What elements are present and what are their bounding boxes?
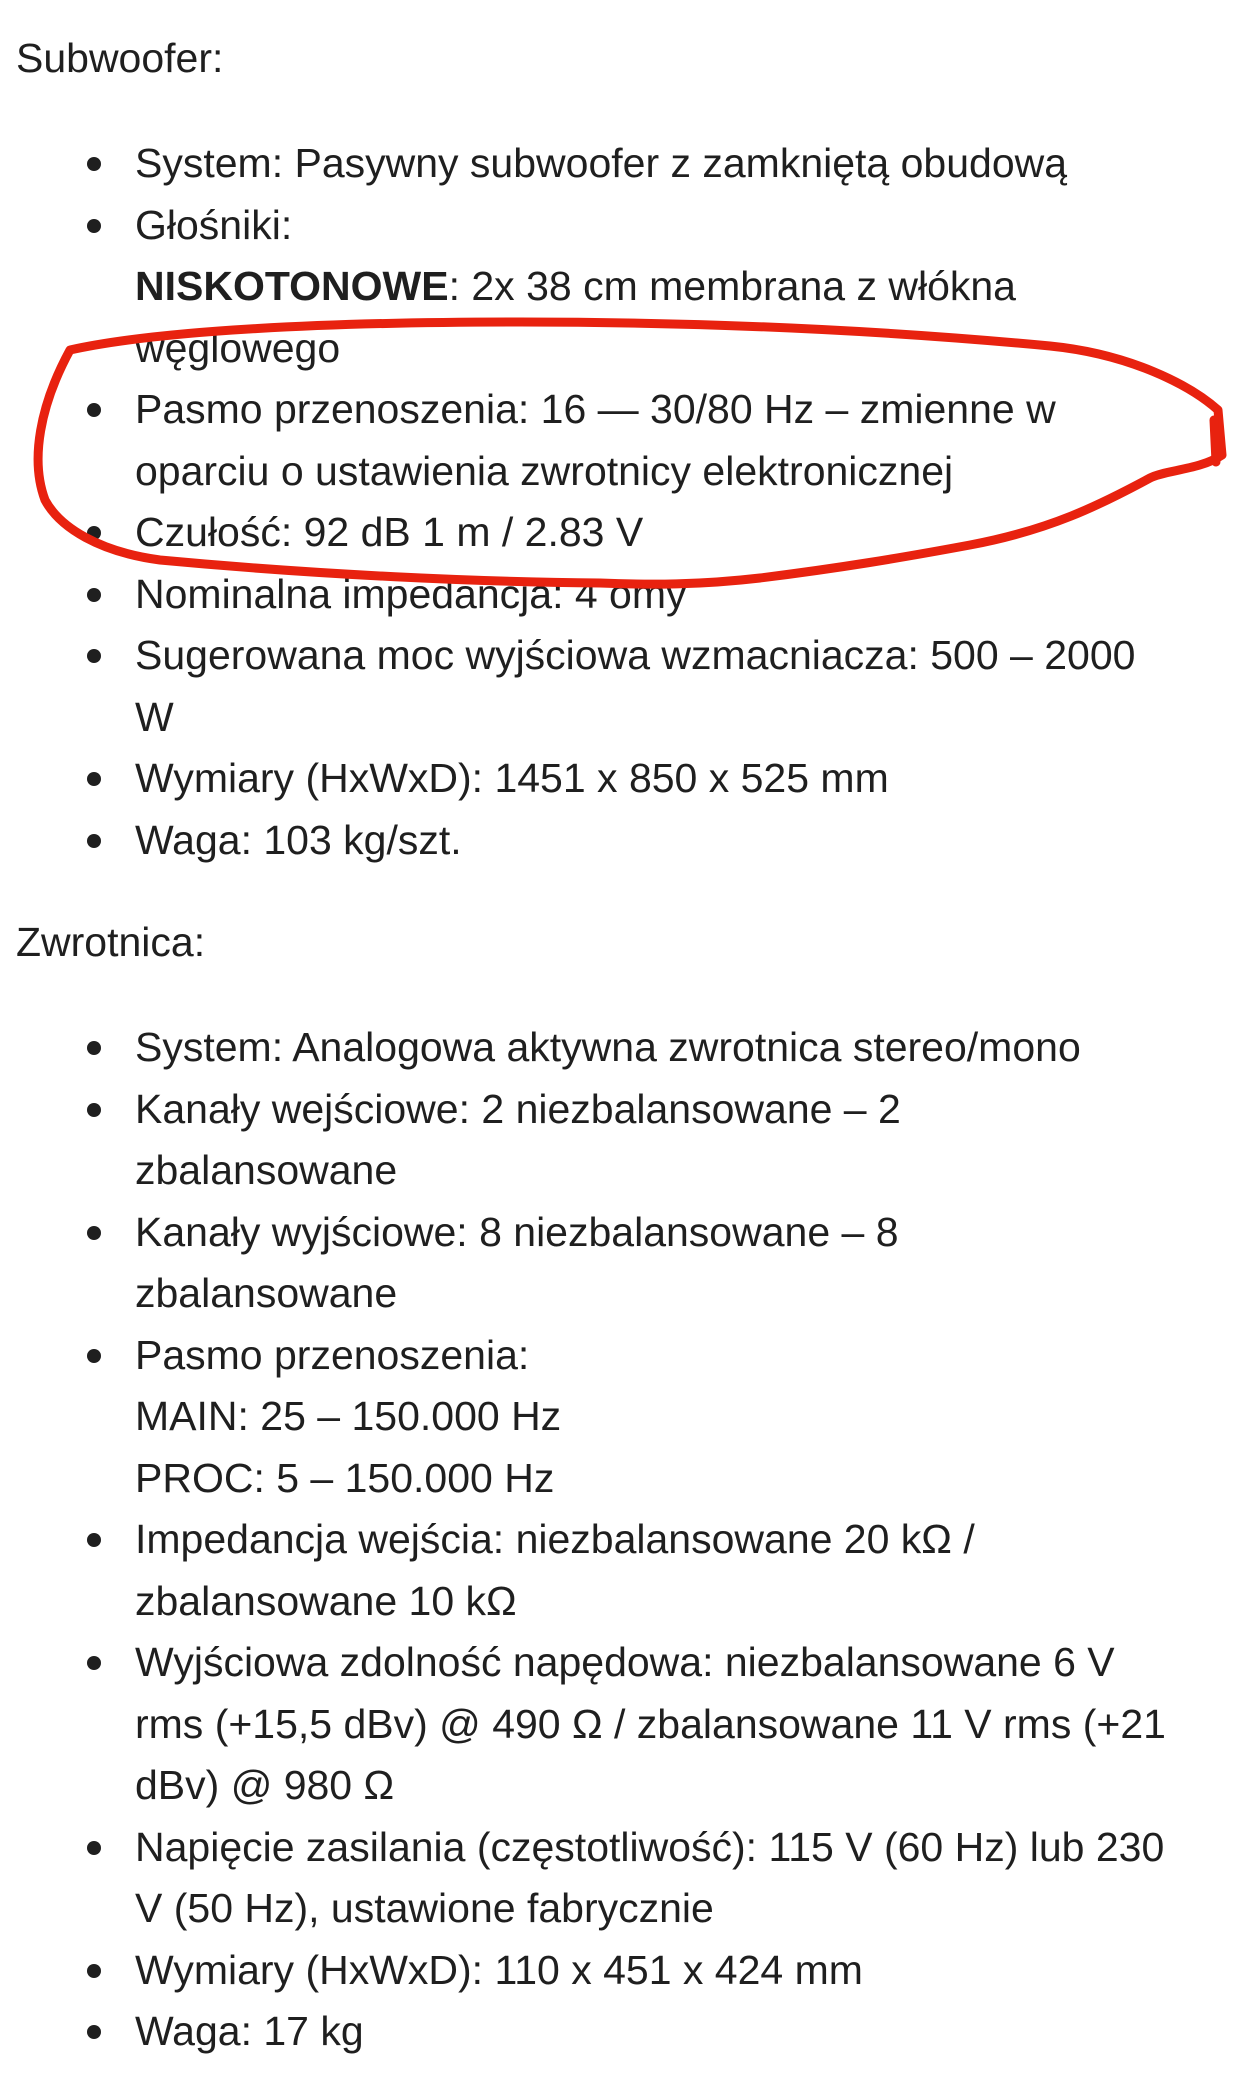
list-item xyxy=(0,2001,1166,2063)
list-item xyxy=(0,748,1135,810)
item-text: Pasmo przenoszenia: 16 — 30/80 Hz – zmienne w xyxy=(135,386,1056,432)
item-text: Czułość: 92 dB 1 m / 2.83 V xyxy=(135,509,644,555)
list-item xyxy=(0,1325,1166,1510)
item-text: V (50 Hz), ustawione fabrycznie xyxy=(135,1885,714,1931)
subwoofer-spec-list xyxy=(0,133,1135,871)
item-text: zbalansowane xyxy=(135,1270,398,1316)
item-text: zbalansowane xyxy=(135,1147,398,1193)
item-text: Głośniki: xyxy=(135,201,293,248)
woofer-type-label: NISKOTONOWE xyxy=(135,263,449,309)
list-item xyxy=(0,1940,1166,2002)
item-text: W xyxy=(135,693,174,740)
annotation-tick xyxy=(1214,420,1216,462)
list-item xyxy=(0,502,1135,564)
item-text: Wyjściowa zdolność napędowa: niezbalansowane 6 V xyxy=(135,1639,1115,1685)
item-text: Kanały wyjściowe: 8 niezbalansowane – 8 xyxy=(135,1208,899,1255)
list-item xyxy=(0,1509,1166,1632)
item-text: System: Pasywny subwoofer z zamkniętą obudową xyxy=(135,140,1068,186)
list-item xyxy=(0,1079,1166,1202)
list-item xyxy=(0,625,1135,748)
item-text: dBv) @ 980 Ω xyxy=(135,1762,395,1808)
list-item xyxy=(0,195,1135,380)
item-text: System: Analogowa aktywna zwrotnica stereo/mono xyxy=(135,1024,1081,1070)
item-text: Impedancja wejścia: niezbalansowane 20 kΩ / xyxy=(135,1516,975,1562)
list-item xyxy=(0,564,1135,626)
list-item xyxy=(0,1017,1166,1079)
item-text: Waga: 103 kg/szt. xyxy=(135,816,462,863)
list-item xyxy=(0,379,1135,502)
item-text: Waga: 17 kg xyxy=(135,2008,364,2054)
item-text: zbalansowane 10 kΩ xyxy=(135,1577,517,1624)
item-text: Sugerowana moc wyjściowa wzmacniacza: 500 – 2000 xyxy=(135,632,1136,678)
item-text: Pasmo przenoszenia: xyxy=(135,1331,530,1378)
item-text: MAIN: 25 – 150.000 Hz xyxy=(135,1393,562,1439)
item-text: Wymiary (HxWxD): 110 x 451 x 424 mm xyxy=(135,1946,863,1993)
item-text: PROC: 5 – 150.000 Hz xyxy=(135,1454,555,1501)
section-heading-crossover: Zwrotnica: xyxy=(16,919,206,965)
list-item xyxy=(0,1632,1166,1817)
list-item xyxy=(0,1202,1166,1325)
item-text: Wymiary (HxWxD): 1451 x 850 x 525 mm xyxy=(135,755,889,801)
section-heading-subwoofer: Subwoofer: xyxy=(16,35,224,81)
list-item xyxy=(0,810,1135,872)
crossover-spec-list xyxy=(0,1017,1166,2063)
item-text: Napięcie zasilania (częstotliwość): 115 V (60 Hz) lub 230 xyxy=(135,1823,1165,1870)
item-text-line xyxy=(135,256,1135,318)
list-item xyxy=(0,1817,1166,1940)
item-text: Kanały wejściowe: 2 niezbalansowane – 2 xyxy=(135,1085,901,1132)
item-text: Nominalna impedancja: 4 omy xyxy=(135,570,687,617)
item-text: oparciu o ustawienia zwrotnicy elektronicznej xyxy=(135,447,954,494)
list-item xyxy=(0,133,1135,195)
item-text: rms (+15,5 dBv) @ 490 Ω / zbalansowane 11 V rms (+21 xyxy=(135,1700,1166,1747)
item-text: węglowego xyxy=(135,324,341,371)
woofer-description: : 2x 38 cm membrana z włókna xyxy=(448,263,1016,309)
